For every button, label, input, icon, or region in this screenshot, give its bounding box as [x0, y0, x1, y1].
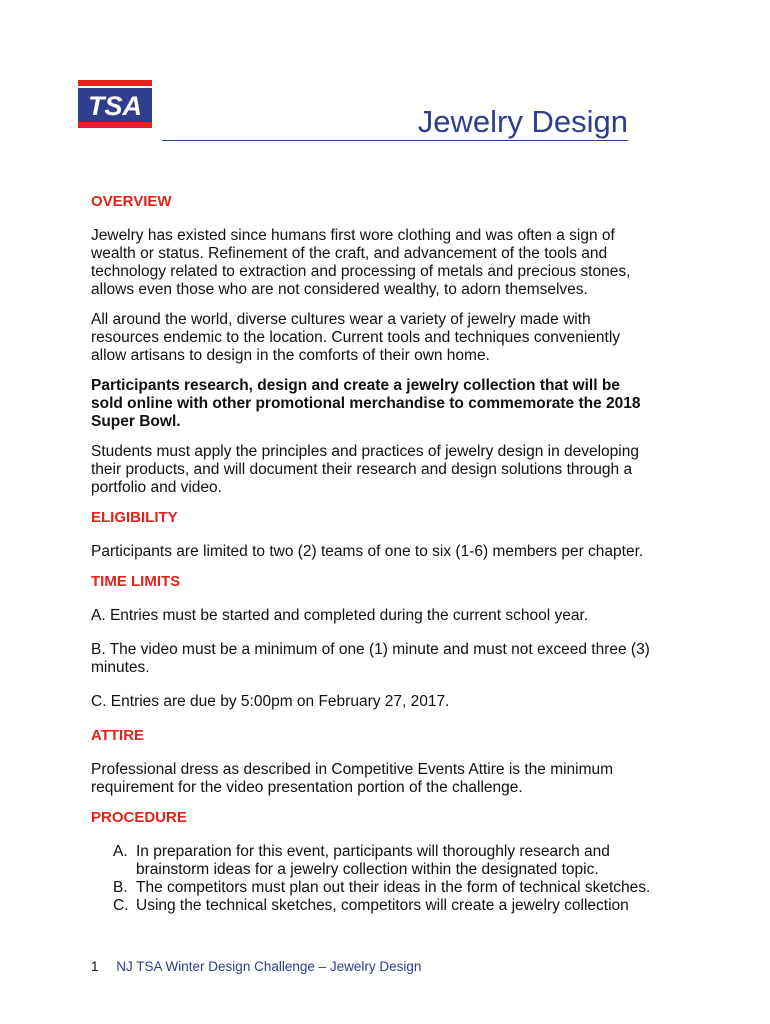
title-rule [162, 140, 628, 141]
time-limit-b: B. The video must be a minimum of one (1) minute and must not exceed three (3) minutes. [91, 641, 650, 676]
list-item-text: In preparation for this event, participants will thoroughly research and brainstorm ideas for a jewelry collection within the designated topic. [136, 843, 610, 878]
list-item-letter: B. [113, 879, 128, 896]
overview-heading: OVERVIEW [91, 193, 172, 210]
list-item-text: The competitors must plan out their ideas in the form of technical sketches. [136, 879, 651, 896]
page-title: Jewelry Design [417, 104, 628, 139]
time-limit-a: A. Entries must be started and completed during the current school year. [91, 607, 589, 624]
list-item [91, 897, 651, 915]
attire-heading: ATTIRE [91, 727, 145, 744]
overview-paragraph-2: All around the world, diverse cultures wear a variety of jewelry made with resources endemic to the location. Current tools and techniques conveniently allow artisans to design in the comforts of their own home. [91, 311, 621, 364]
procedure-list [91, 843, 651, 915]
overview-paragraph-3: Participants research, design and create a jewelry collection that will be sold online with other promotional merchandise to commemorate the 2018 Super Bowl. [91, 377, 641, 430]
tsa-logo [78, 80, 152, 130]
page-footer [91, 959, 421, 974]
document-body [91, 193, 651, 915]
eligibility-paragraph: Participants are limited to two (2) teams of one to six (1-6) members per chapter. [91, 543, 644, 560]
svg-text:TSA: TSA [88, 91, 142, 121]
list-item [91, 843, 651, 879]
attire-paragraph: Professional dress as described in Competitive Events Attire is the minimum requirement for the video presentation portion of the challenge. [91, 761, 614, 796]
time-limits-heading: TIME LIMITS [91, 573, 181, 590]
list-item-letter: A. [113, 843, 128, 860]
overview-paragraph-4: Students must apply the principles and practices of jewelry design in developing their products, and will document their research and design solutions through a portfolio and video. [91, 443, 639, 496]
page-number: 1 [91, 959, 99, 974]
procedure-heading: PROCEDURE [91, 809, 187, 826]
eligibility-heading: ELIGIBILITY [91, 509, 178, 526]
time-limit-c: C. Entries are due by 5:00pm on February 27, 2017. [91, 693, 450, 710]
footer-text: NJ TSA Winter Design Challenge – Jewelry Design [116, 959, 422, 974]
overview-paragraph-1: Jewelry has existed since humans first wore clothing and was often a sign of wealth or status. Refinement of the craft, and advancement of the tools and technology related to extraction and processing of metals and precious stones, allows even those who are not considered wealthy, to adorn themselves. [91, 227, 631, 298]
list-item-letter: C. [113, 897, 129, 914]
list-item-text: Using the technical sketches, competitors will create a jewelry collection [136, 897, 629, 914]
list-item [91, 879, 651, 897]
